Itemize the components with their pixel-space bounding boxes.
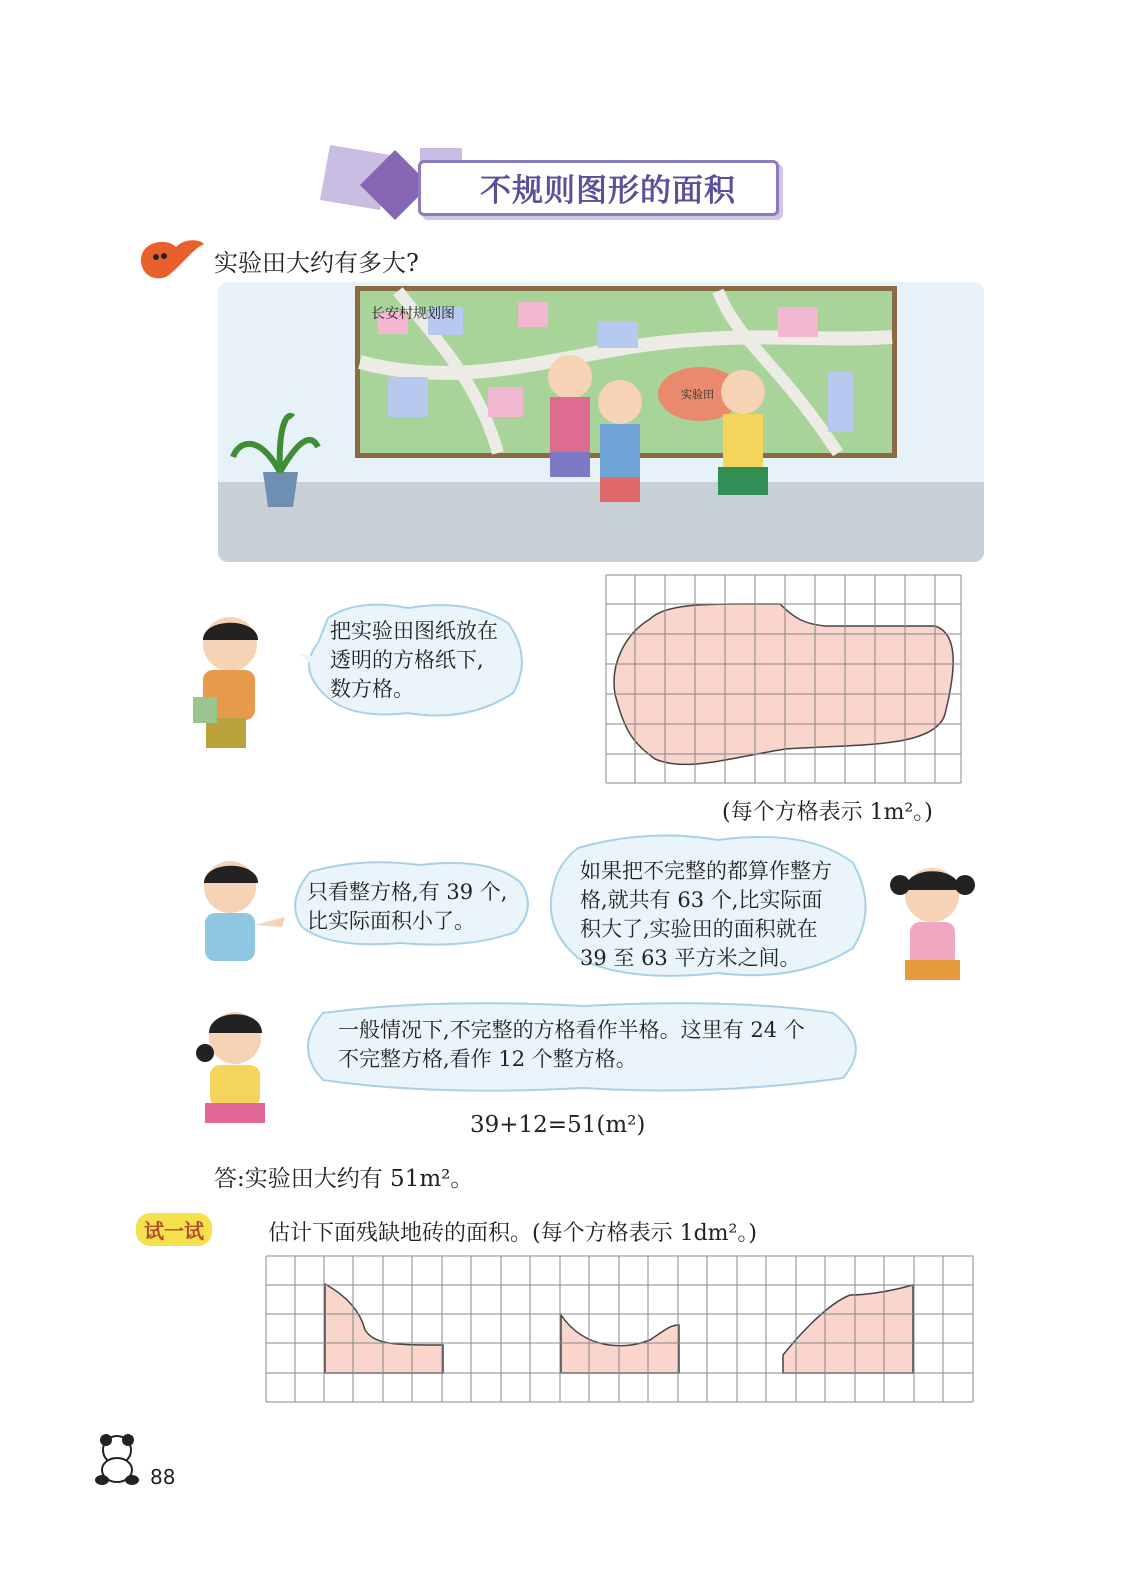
panda-icon: [92, 1432, 142, 1487]
bubble-4-line-2: 不完整方格,看作 12 个整方格。: [338, 1047, 637, 1071]
field-label: 实验田: [681, 388, 714, 401]
girl-star-shirt-illustration: [190, 1003, 290, 1128]
try-label-badge: 试一试: [136, 1213, 212, 1246]
bubble-text-3: [580, 857, 832, 973]
answer: 答:实验田大约有 51m²。: [214, 1166, 474, 1192]
bubble-text-1: [330, 617, 498, 704]
bubble-3-line-3: 积大了,实验田的面积就在: [580, 917, 818, 941]
pepper-mascot-icon: [136, 232, 208, 284]
map-title: 长安村规划图: [371, 306, 455, 322]
bubble-text-4: [338, 1016, 805, 1074]
bubble-1-line-2: 透明的方格纸下,: [330, 648, 484, 672]
equation: 39+12=51(m²): [470, 1112, 646, 1138]
bubble-1-line-3: 数方格。: [330, 677, 414, 701]
field-grid-diagram: [605, 574, 962, 784]
page-number: 88: [150, 1465, 176, 1489]
try-question: 估计下面残缺地砖的面积。(每个方格表示 1dm²。): [268, 1221, 757, 1246]
bubble-3-line-2: 格,就共有 63 个,比实际面: [580, 888, 823, 912]
grid-note: (每个方格表示 1m²。): [722, 800, 933, 825]
scene-illustration: [218, 282, 984, 562]
bubble-3-line-1: 如果把不完整的都算作整方: [580, 859, 832, 883]
bubble-4-line-1: 一般情况下,不完整的方格看作半格。这里有 24 个: [338, 1018, 805, 1042]
boy-pointing-illustration: [190, 855, 290, 965]
girl-pointing-illustration: [870, 860, 988, 985]
bubble-text-2: [307, 878, 507, 936]
question-text: 实验田大约有多大?: [214, 249, 419, 277]
page-title: 不规则图形的面积: [480, 173, 736, 209]
boy-with-book-illustration: [188, 612, 283, 762]
bubble-2-line-1: 只看整方格,有 39 个,: [307, 880, 508, 904]
tile-grid-diagram: [265, 1255, 975, 1403]
scene-drawing: [218, 282, 984, 562]
bubble-2-line-2: 比实际面积小了。: [307, 909, 475, 933]
bubble-3-line-4: 39 至 63 平方米之间。: [580, 946, 801, 970]
bubble-1-line-1: 把实验田图纸放在: [330, 619, 498, 643]
